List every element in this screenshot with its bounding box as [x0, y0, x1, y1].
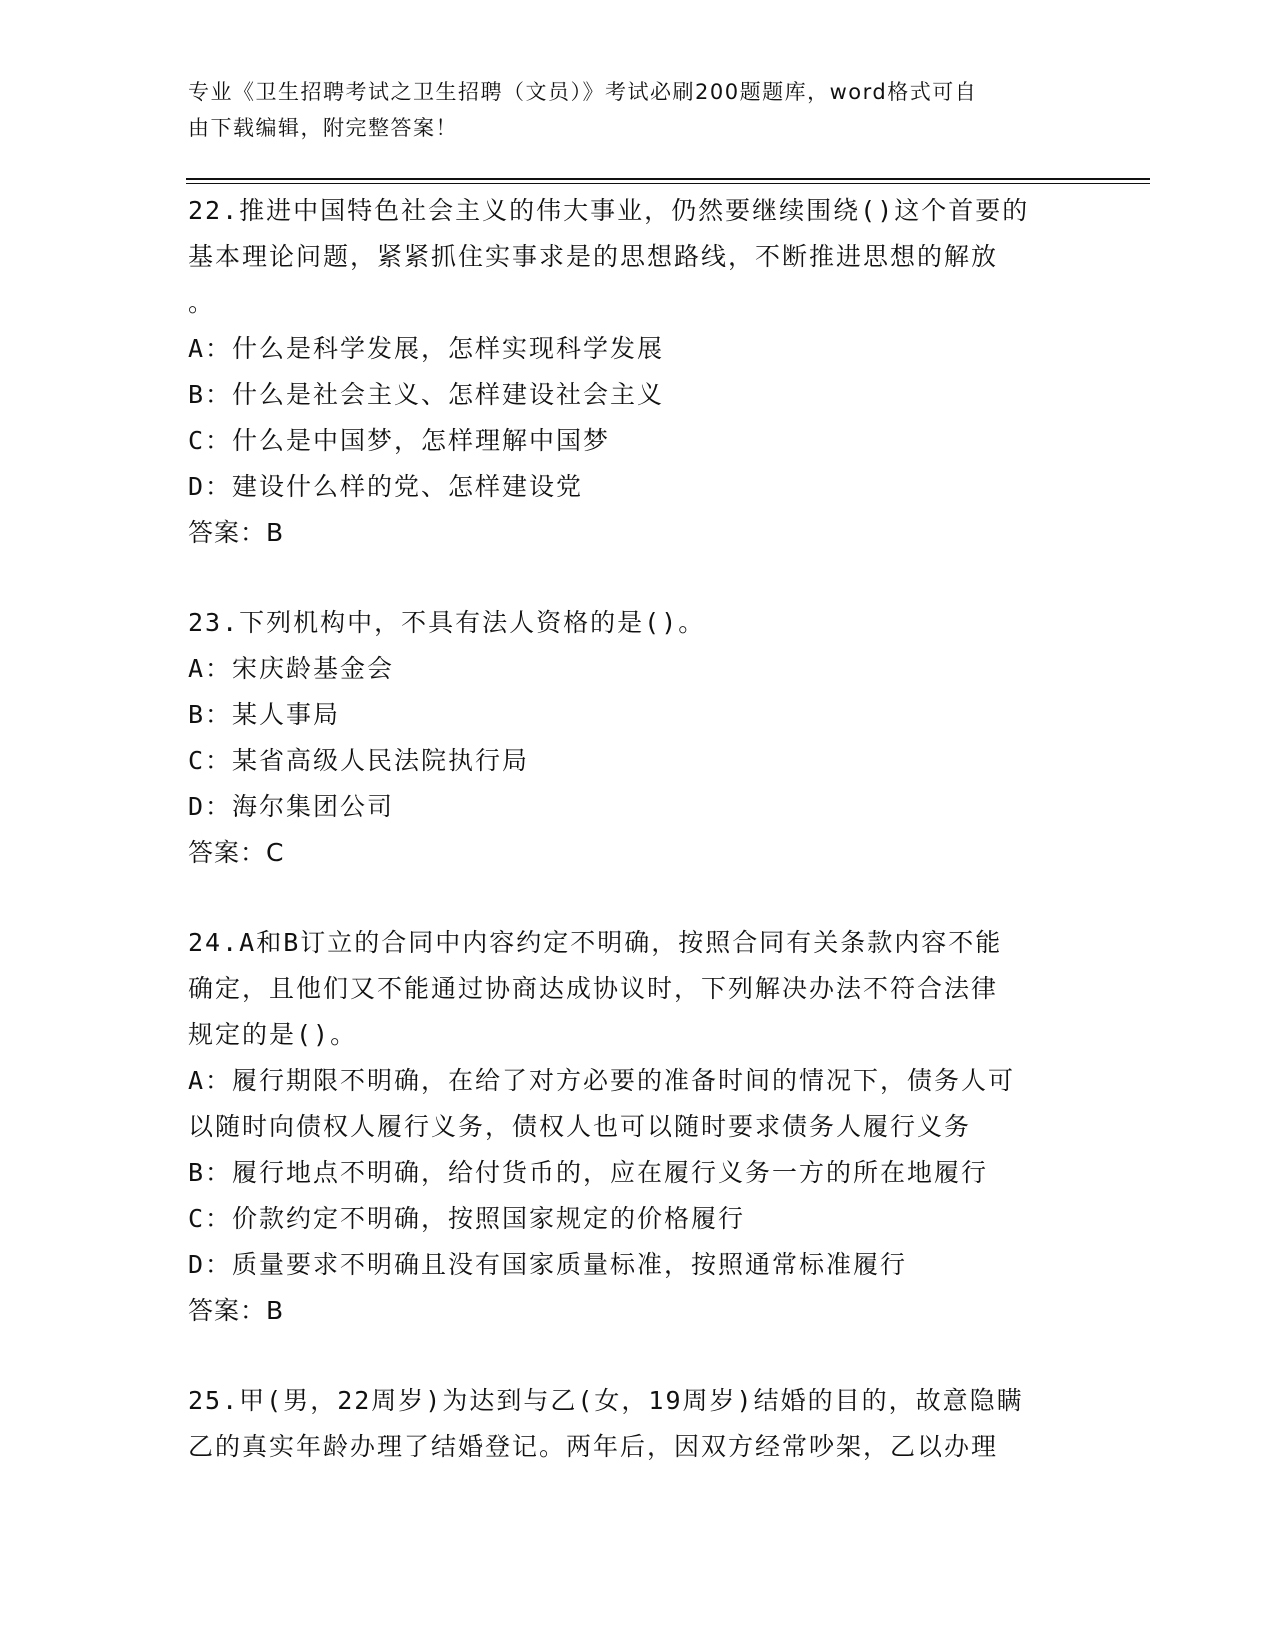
question-24: [188, 920, 1068, 1334]
option-d: D：建设什么样的党、怎样建设党: [188, 472, 584, 501]
question-22: [188, 188, 1068, 556]
answer-label: 答案：B: [188, 518, 285, 547]
question-stem-line: 24.A和B订立的合同中内容约定不明确，按照合同有关条款内容不能: [188, 928, 1003, 957]
option-a: A：宋庆龄基金会: [188, 654, 395, 683]
question-list: [188, 188, 1068, 1514]
question-stem-line: 22.推进中国特色社会主义的伟大事业，仍然要继续围绕()这个首要的: [188, 196, 1030, 225]
option-a: A：履行期限不明确，在给了对方必要的准备时间的情况下，债务人可: [188, 1066, 1016, 1095]
question-stem-line: 乙的真实年龄办理了结婚登记。两年后，因双方经常吵架，乙以办理: [188, 1432, 999, 1461]
option-c: C：某省高级人民法院执行局: [188, 746, 530, 775]
header-line-2: 由下载编辑，附完整答案！: [188, 116, 458, 140]
option-a-continued: 以随时向债权人履行义务，债权人也可以随时要求债务人履行义务: [188, 1112, 972, 1141]
question-stem-line: 基本理论问题，紧紧抓住实事求是的思想路线，不断推进思想的解放: [188, 242, 999, 271]
question-25: [188, 1378, 1068, 1470]
option-c: C：什么是中国梦，怎样理解中国梦: [188, 426, 611, 455]
question-23: [188, 600, 1068, 876]
answer-label: 答案：B: [188, 1296, 285, 1325]
answer-label: 答案：C: [188, 838, 285, 867]
header-divider-thick: [186, 178, 1150, 180]
option-d: D：海尔集团公司: [188, 792, 395, 821]
option-b: B：履行地点不明确，给付货币的，应在履行义务一方的所在地履行: [188, 1158, 989, 1187]
option-d: D：质量要求不明确且没有国家质量标准，按照通常标准履行: [188, 1250, 908, 1279]
question-stem-line: 规定的是()。: [188, 1020, 358, 1049]
question-stem-line: 23.下列机构中，不具有法人资格的是()。: [188, 608, 706, 637]
header-divider-thin: [186, 183, 1150, 184]
option-b: B：某人事局: [188, 700, 341, 729]
option-a: A：什么是科学发展，怎样实现科学发展: [188, 334, 665, 363]
option-c: C：价款约定不明确，按照国家规定的价格履行: [188, 1204, 746, 1233]
page-header: [188, 74, 1068, 146]
question-stem-line: 确定，且他们又不能通过协商达成协议时，下列解决办法不符合法律: [188, 974, 999, 1003]
question-stem-line: 。: [188, 288, 216, 317]
option-b: B：什么是社会主义、怎样建设社会主义: [188, 380, 665, 409]
question-stem-line: 25.甲(男，22周岁)为达到与乙(女，19周岁)结婚的目的，故意隐瞒: [188, 1386, 1024, 1415]
header-line-1: 专业《卫生招聘考试之卫生招聘（文员）》考试必刷200题题库，word格式可自: [188, 80, 978, 104]
